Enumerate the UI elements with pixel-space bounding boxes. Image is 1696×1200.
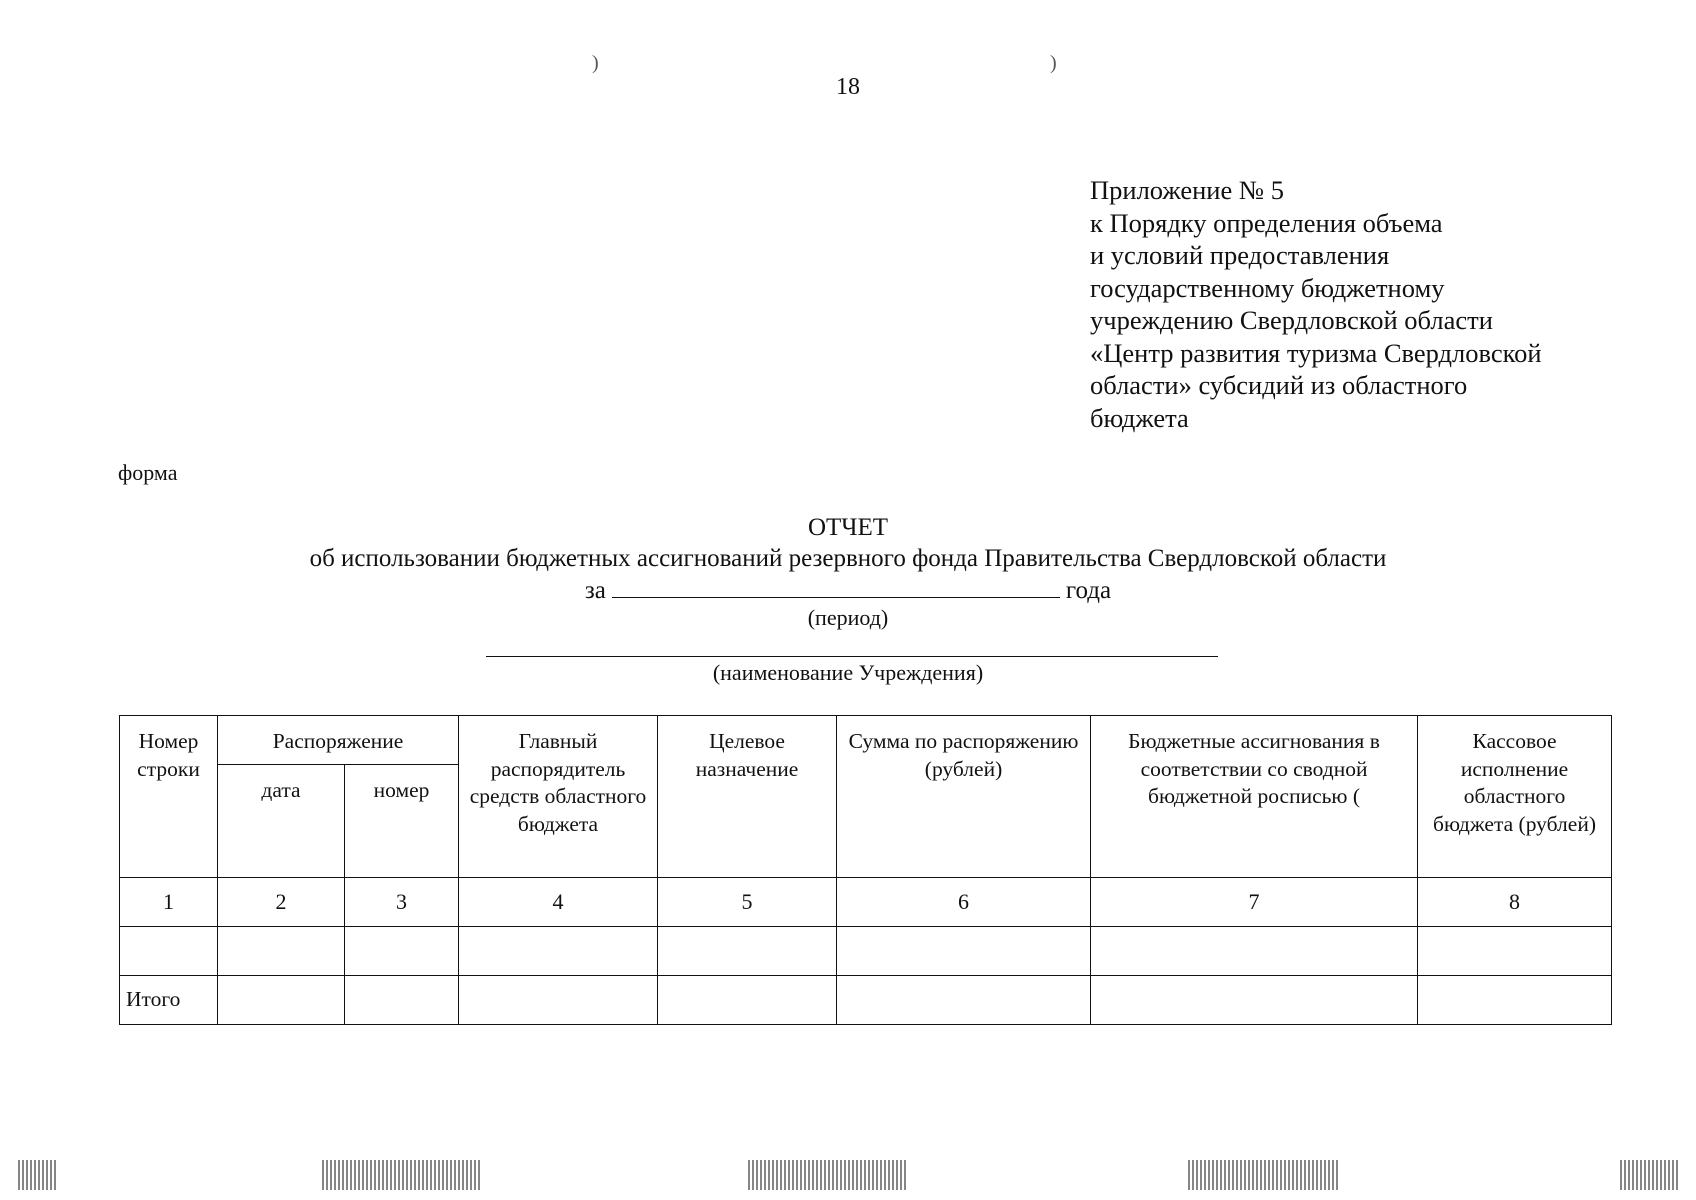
table-cell	[345, 976, 459, 1025]
scan-noise	[322, 1160, 482, 1190]
table-cell	[459, 927, 658, 976]
table-cell	[1418, 927, 1612, 976]
report-subtitle: об использовании бюджетных ассигнований резервного фонда Правительства Свердловской области	[309, 545, 1387, 572]
total-label: Итого	[120, 976, 218, 1025]
table-cell	[658, 927, 837, 976]
column-number: 3	[345, 878, 459, 927]
table-cell	[1418, 976, 1612, 1025]
table-cell	[459, 976, 658, 1025]
column-number: 1	[120, 878, 218, 927]
column-number: 7	[1091, 878, 1418, 927]
header-cash-execution: Кассовое исполнение областного бюджета (рублей)	[1418, 716, 1612, 878]
header-budget-allocations: Бюджетные ассигнования в соответствии со сводной бюджетной росписью (	[1091, 716, 1418, 878]
form-label: форма	[118, 460, 178, 485]
appendix-line: к Порядку определения объема	[1090, 207, 1443, 238]
table-cell	[1091, 927, 1418, 976]
period-caption: (период)	[807, 605, 889, 630]
table-cell	[1091, 976, 1418, 1025]
appendix-line: Приложение № 5	[1090, 175, 1285, 205]
period-prefix: за	[584, 577, 606, 604]
report-table	[119, 715, 1612, 1025]
appendix-line: учреждению Свердловской области	[1090, 305, 1493, 335]
appendix-block	[1090, 174, 1690, 434]
table-cell	[218, 927, 345, 976]
table-cell	[120, 927, 218, 976]
appendix-line: и условий предоставления	[1090, 240, 1390, 270]
scan-artifact: )	[592, 52, 599, 74]
header-order: Распоряжение	[218, 716, 459, 765]
scan-noise	[1188, 1160, 1338, 1190]
scan-noise	[1620, 1160, 1680, 1190]
appendix-line: государственному бюджетному	[1090, 272, 1445, 303]
header-order-amount: Сумма по распоряжению (рублей)	[837, 716, 1091, 878]
table-cell	[837, 927, 1091, 976]
scan-noise	[18, 1160, 58, 1190]
column-number: 4	[459, 878, 658, 927]
table-cell	[218, 976, 345, 1025]
header-order-number: номер	[345, 765, 459, 878]
scan-artifact: )	[1050, 52, 1057, 74]
total-row	[120, 976, 1612, 1025]
header-purpose: Целевое назначение	[658, 716, 837, 878]
column-number: 5	[658, 878, 837, 927]
period-line	[0, 575, 1696, 605]
column-number: 6	[837, 878, 1091, 927]
appendix-line: бюджета	[1090, 402, 1189, 433]
scan-noise	[748, 1160, 908, 1190]
table-cell	[658, 976, 837, 1025]
header-row-number: Номер строки	[120, 716, 218, 878]
table-cell	[345, 927, 459, 976]
org-caption: (наименование Учреждения)	[712, 660, 984, 685]
page-number: 18	[836, 74, 860, 100]
header-chief-manager: Главный распорядитель средств областного бюджета	[459, 716, 658, 878]
period-suffix: года	[1065, 577, 1112, 604]
appendix-line: области» субсидий из областного	[1090, 370, 1468, 400]
column-number-row	[120, 878, 1612, 927]
column-number: 2	[218, 878, 345, 927]
table-row	[120, 927, 1612, 976]
appendix-line: «Центр развития туризма Свердловской	[1090, 337, 1542, 368]
table-cell	[837, 976, 1091, 1025]
period-blank	[612, 575, 1060, 598]
header-order-date: дата	[218, 765, 345, 878]
report-title: ОТЧЕТ	[807, 514, 889, 541]
org-name-blank	[486, 656, 1218, 657]
column-number: 8	[1418, 878, 1612, 927]
